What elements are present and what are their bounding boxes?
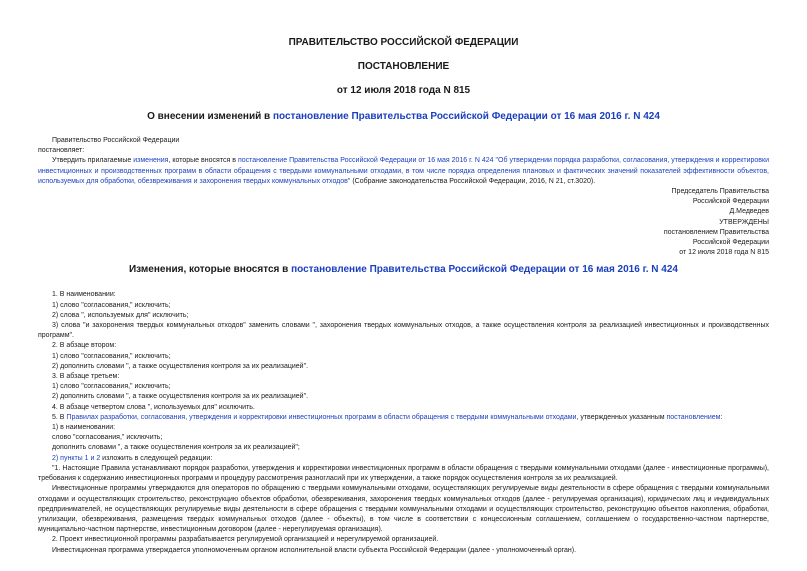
rules-link[interactable]: Правилах разработки, согласования, утверждения и корректировки инвестиционных программ в области обращения с твердыми коммунальными отходами: [66, 413, 577, 421]
body-item-10: 2) дополнить словами ", а также осуществления контроля за их реализацией".: [52, 393, 309, 401]
intro-text-c: (Собрание законодательства Российской Федерации, 2016, N 21, ст.3020).: [350, 177, 596, 185]
signature-line-3: Д.Медведев: [729, 208, 769, 216]
item-12-text-b: , утвержденных указанным: [576, 413, 667, 421]
signature-line-2: Российской Федерации: [692, 198, 769, 206]
body-item-20: Инвестиционная программа утверждается уполномоченным органом исполнительной власти субъекта Российской Федерации (далее - уполномоченный орган).: [52, 546, 577, 554]
body-item-15: дополнить словами ", а также осуществления контроля за их реализацией";: [52, 444, 300, 452]
body-item-16: [38, 454, 769, 464]
intro-link-resolution[interactable]: постановление Правительства Российской Федерации от 16 мая 2016 г. N 424 "Об утверждении порядка разработки, согласования, утверждения и корректировки инвестиционных и производственных программ в области обращения с твердыми коммунальными отходами, в том числе порядка определения плановых и фактических значений показателей эффективности объектов, используемых для обработки, обезвреживания и захоронения твердых коммунальных отходов": [38, 157, 769, 185]
document-title: [38, 111, 769, 123]
title-prefix: О внесении изменений в: [147, 111, 273, 122]
approved-line-4: от 12 июля 2018 года N 815: [679, 249, 769, 257]
body-item-3: 2) слова ", используемых для" исключить;: [52, 311, 189, 319]
body-item-1: 1. В наименовании:: [52, 291, 116, 299]
body-item-8: 3. В абзаце третьем:: [52, 373, 120, 381]
signature-line-1: Председатель Правительства: [671, 188, 769, 196]
body-item-5: 2. В абзаце втором:: [52, 342, 117, 350]
body-item-2: 1) слово "согласования," исключить;: [52, 301, 171, 309]
government-heading: ПРАВИТЕЛЬСТВО РОССИЙСКОЙ ФЕДЕРАЦИИ: [288, 37, 519, 48]
item-16-text: изложить в следующей редакции:: [100, 454, 213, 462]
approved-line-1: УТВЕРЖДЕНЫ: [719, 218, 769, 226]
approved-line-3: Российской Федерации: [692, 239, 769, 247]
intro-paragraph: [38, 156, 769, 187]
body-item-19: 2. Проект инвестиционной программы разрабатывается регулируемой организацией и нерегулируемой организацией.: [52, 536, 439, 544]
approved-line-2: постановлением Правительства: [663, 228, 769, 236]
intro-line-2: постановляет:: [38, 147, 85, 155]
title-link[interactable]: постановление Правительства Российской Федерации от 16 мая 2016 г. N 424: [272, 111, 660, 122]
body-item-11: 4. В абзаце четвертом слова ", используемых для" исключить.: [52, 403, 255, 411]
body-item-7: 2) дополнить словами ", а также осуществления контроля за их реализацией".: [52, 362, 309, 370]
intro-text-b: , которые вносятся в: [168, 157, 238, 165]
intro-link-changes[interactable]: изменения: [133, 157, 169, 165]
body-item-12: [38, 413, 769, 423]
document-date-number: от 12 июля 2018 года N 815: [336, 85, 471, 96]
body-item-18: Инвестиционные программы утверждаются для операторов по обращению с твердыми коммунальными отходами, осуществляющих регулируемые виды деятельности в сфере обращения с твердыми коммунальными отходами и осуществляющих строительство, реконструкцию объектов обработки, обезвреживания, захоронения твердых коммунальных отходов (далее - регулируемая организация), юридических лиц и индивидуальных предпринимателей, не осуществляющих регулируемые виды деятельности в сфере обращения с твердыми коммунальными отходами и осуществляющих строительство, реконструкцию объектов накопления, обработки, утилизации, обезвреживания, размещения твердых коммунальных отходов (далее - объекты), в том числе в соответствии с концессионным соглашением, соглашением о государственно-частном партнерстве, муниципально-частном партнерстве, инвестиционным договором (далее - нерегулируемая организация).: [38, 485, 769, 534]
changes-title-link[interactable]: постановление Правительства Российской Федерации от 16 мая 2016 г. N 424: [291, 264, 678, 276]
intro-line-1: Правительство Российской Федерации: [52, 137, 180, 144]
body-item-6: 1) слово "согласования," исключить;: [52, 352, 171, 360]
body-item-9: 1) слово "согласования," исключить;: [52, 383, 171, 391]
document-type-heading: ПОСТАНОВЛЕНИЕ: [357, 61, 450, 72]
changes-title: [38, 264, 769, 276]
item-12-text-c: :: [720, 413, 723, 421]
body-item-17: "1. Настоящие Правила устанавливают порядок разработки, утверждения и корректировки инвестиционных программ в области обращения с твердыми коммунальными отходами (далее - инвестиционные программы), требования к содержанию инвестиционных программ и процедуру рассмотрения разногласий при их утверждении, а также порядок осуществления контроля за их реализацией.: [38, 464, 769, 483]
body-item-13: 1) в наименовании:: [52, 424, 116, 432]
body-item-4: 3) слова "и захоронения твердых коммунальных отходов" заменить словами ", захоронения твердых коммунальных отходов, а также осуществления контроля за реализацией инвестиционных и производственных программ".: [38, 322, 769, 340]
intro-text-a: Утвердить прилагаемые: [52, 157, 134, 165]
body-item-14: слово "согласования," исключить;: [52, 434, 163, 442]
changes-title-prefix: Изменения, которые вносятся в: [128, 264, 292, 276]
resolution-link[interactable]: постановлением: [666, 413, 721, 421]
item-12-text-a: 5. В: [52, 413, 67, 421]
points-link[interactable]: 2) пункты 1 и 2: [52, 454, 101, 462]
